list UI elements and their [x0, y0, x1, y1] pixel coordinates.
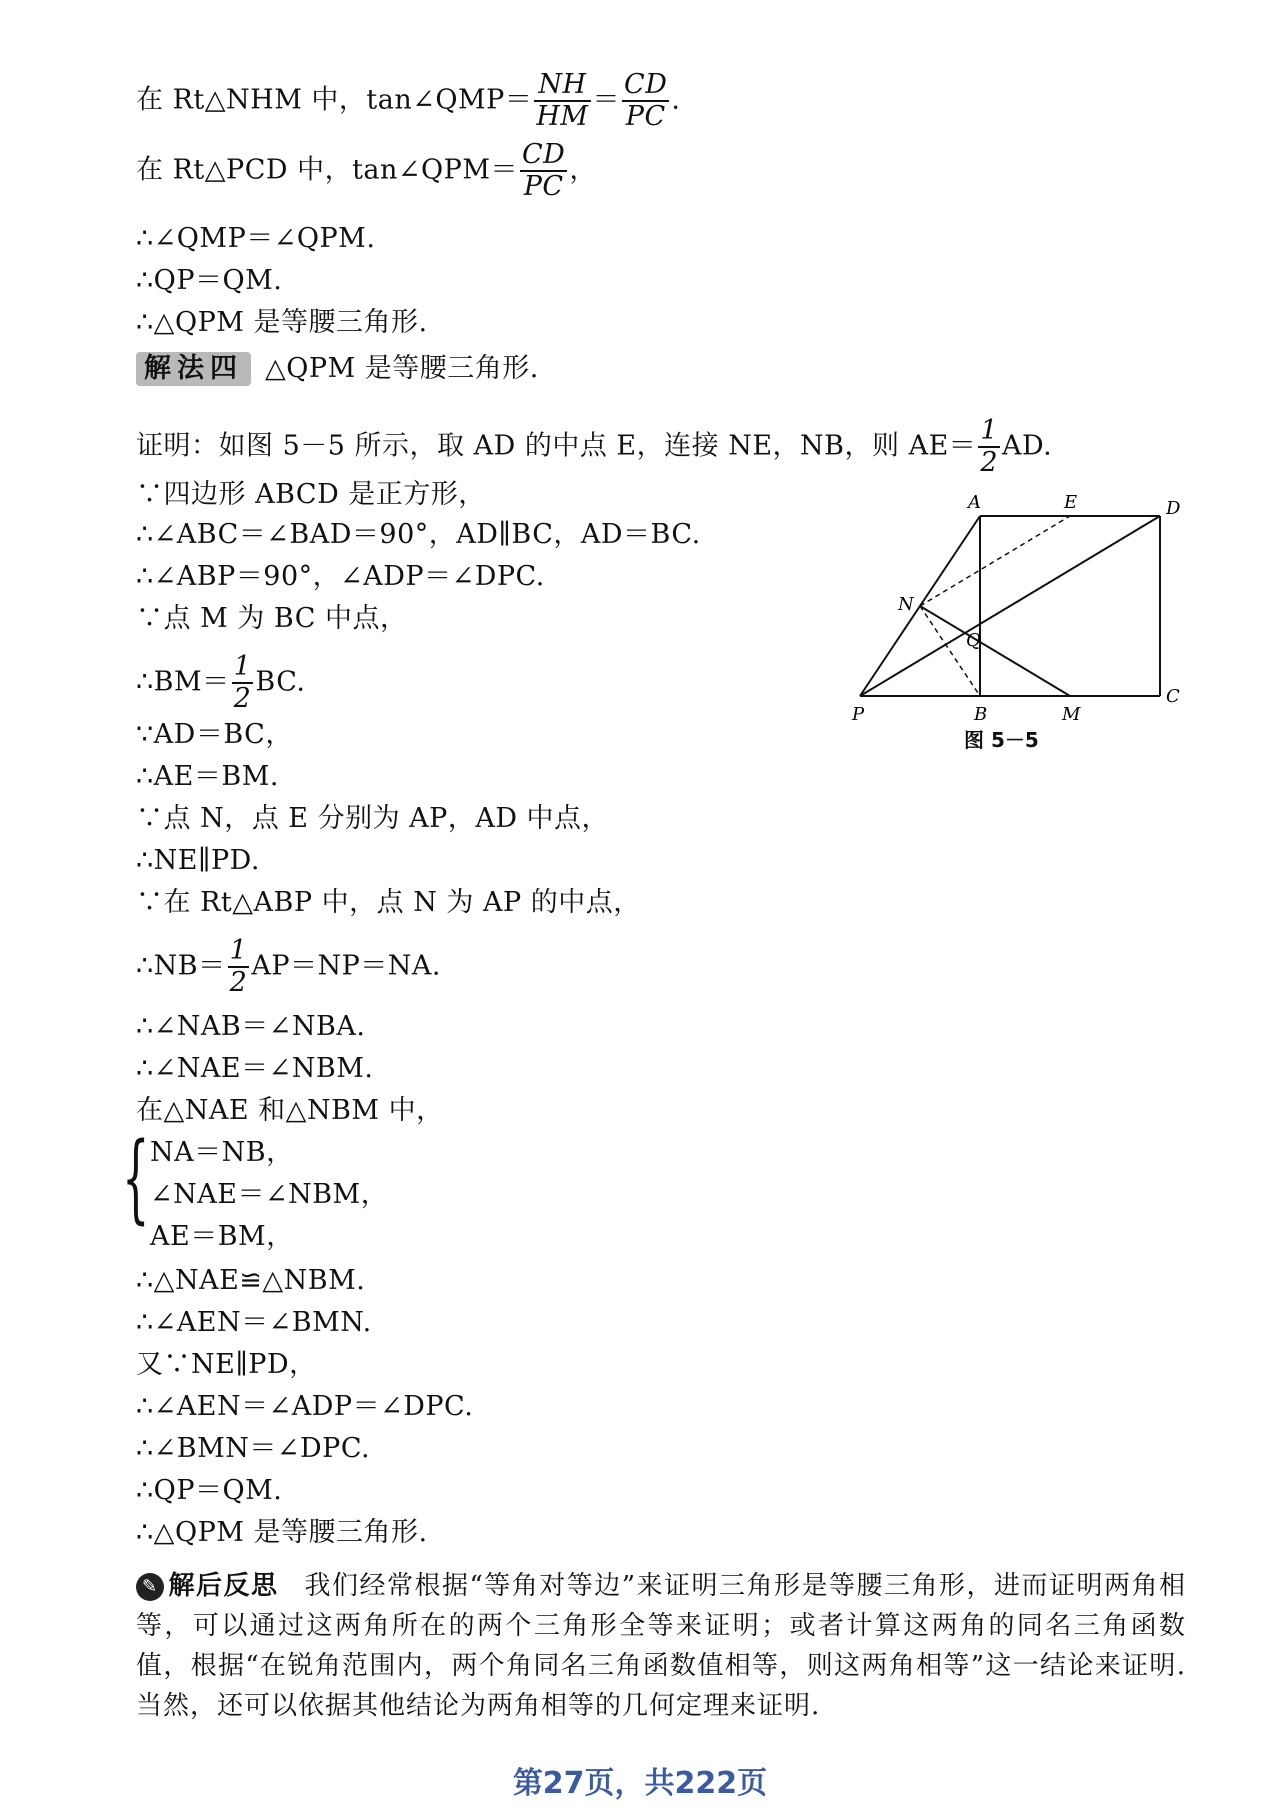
proof-text: ∴NB＝	[136, 950, 226, 982]
proof-text: ∴BM＝	[136, 666, 230, 698]
proof-line: ∴△NAE≌△NBM.	[136, 1265, 366, 1296]
proof-line: ∵点 M 为 BC 中点，	[136, 603, 408, 634]
fraction-denominator: PC	[523, 171, 564, 202]
proof-line: ∴△QPM 是等腰三角形.	[136, 1517, 428, 1548]
fraction-denominator: 2	[980, 447, 998, 478]
page-number-footer: 第27页，共222页	[512, 1766, 768, 1801]
method-badge: 解法四	[136, 352, 251, 386]
label-n: N	[898, 594, 914, 615]
segment-ne-dashed	[920, 516, 1070, 606]
reflection-title: 解后反思	[168, 1571, 279, 1601]
proof-line: ∵AD＝BC，	[136, 719, 293, 750]
fraction	[232, 652, 254, 714]
proof-line: 又∵NE∥PD，	[136, 1349, 317, 1380]
label-d: D	[1166, 498, 1181, 519]
fraction	[978, 416, 1000, 478]
proof-line: ∴NE∥PD.	[136, 845, 260, 876]
proof-text: 在 Rt△PCD 中，tan∠QPM＝	[136, 154, 518, 186]
fraction-denominator: PC	[625, 101, 666, 132]
fraction-numerator: CD	[522, 139, 566, 170]
segment-nm	[920, 606, 1070, 696]
proof-line: ∴△QPM 是等腰三角形.	[136, 307, 428, 338]
fraction-numerator: CD	[624, 69, 668, 100]
fraction-denominator: HM	[536, 101, 589, 132]
reflection-text: 我们经常根据“等角对等边”来证明三角形是等腰三角形，进而证明两角相等，可以通过这两角所在的两个三角形全等来证明；或者计算这两角的同名三角函数值，根据“在锐角范围内，两个角同名三角函数值相等，则这两角相等”这一结论来证明. 当然，还可以依据其他结论为两角相等的几何定理来证明.	[136, 1571, 1186, 1721]
label-a: A	[968, 492, 981, 513]
fraction	[622, 70, 669, 132]
proof-line	[136, 140, 597, 202]
proof-line: ∠NAE＝∠NBM，	[150, 1179, 389, 1210]
label-p: P	[852, 704, 865, 725]
proof-line: ∴∠AEN＝∠ADP＝∠DPC.	[136, 1391, 474, 1422]
proof-line: ∴∠BMN＝∠DPC.	[136, 1433, 371, 1464]
fraction-numerator: 1	[980, 415, 998, 446]
proof-text: .	[671, 84, 681, 116]
label-c: C	[1166, 686, 1180, 707]
proof-line: ∵四边形 ABCD 是正方形，	[136, 479, 486, 510]
proof-line	[136, 936, 441, 998]
proof-line: AE＝BM，	[150, 1221, 294, 1252]
proof-line: ∵点 N，点 E 分别为 AP，AD 中点，	[136, 803, 610, 834]
proof-line: ∴QP＝QM.	[136, 265, 283, 296]
proof-text: 证明：如图 5－5 所示，取 AD 的中点 E，连接 NE，NB，则 AE＝	[136, 430, 977, 462]
proof-line: ∵在 Rt△ABP 中，点 N 为 AP 的中点，	[136, 887, 641, 918]
method-heading	[136, 352, 539, 386]
system-brace: {	[122, 1122, 150, 1234]
label-b: B	[974, 704, 988, 725]
fraction	[228, 936, 250, 998]
proof-line: ∴∠ABC＝∠BAD＝90°，AD∥BC，AD＝BC.	[136, 519, 701, 550]
proof-text: △QPM 是等腰三角形.	[265, 353, 539, 384]
fraction	[534, 70, 590, 132]
proof-text: AP＝NP＝NA.	[251, 950, 442, 982]
proof-text: 在 Rt△NHM 中，tan∠QMP＝	[136, 84, 533, 116]
geometry-figure	[840, 490, 1200, 730]
segment-nb-dashed	[920, 606, 980, 696]
fraction-numerator: NH	[534, 70, 590, 102]
proof-line: ∴AE＝BM.	[136, 761, 279, 792]
proof-line: NA＝NB，	[150, 1137, 294, 1168]
proof-line: ∴∠AEN＝∠BMN.	[136, 1307, 372, 1338]
fraction	[520, 140, 567, 202]
proof-line: ∴∠NAE＝∠NBM.	[136, 1053, 374, 1084]
figure-caption: 图 5－5	[964, 728, 1039, 752]
proof-text: AD.	[1002, 430, 1053, 462]
reflection-paragraph	[136, 1566, 1186, 1726]
proof-line: 在 Rt△NHM 中，tan∠QMP＝ $\frac{NH}{HM}$ ＝ $\frac{CD}{PC}$ .	[136, 69, 681, 132]
proof-line: ∴∠QMP＝∠QPM.	[136, 223, 376, 254]
proof-line: ∴∠ABP＝90°，∠ADP＝∠DPC.	[136, 561, 545, 592]
proof-line: ∴QP＝QM.	[136, 1475, 283, 1506]
fraction-numerator: 1	[233, 651, 252, 682]
proof-text: ，	[569, 154, 597, 186]
fraction-denominator: 2	[229, 967, 248, 998]
label-m: M	[1062, 704, 1081, 725]
proof-line	[136, 652, 305, 714]
proof-line: 在△NAE 和△NBM 中，	[136, 1095, 444, 1126]
pencil-icon: ✎	[136, 1573, 164, 1601]
fraction-denominator: 2	[233, 683, 252, 714]
proof-text: BC.	[255, 666, 306, 698]
proof-line: ∴∠NAB＝∠NBA.	[136, 1011, 366, 1042]
fraction-numerator: 1	[229, 935, 248, 966]
proof-line	[136, 416, 1052, 478]
label-q: Q	[966, 630, 981, 651]
label-e: E	[1064, 492, 1078, 513]
